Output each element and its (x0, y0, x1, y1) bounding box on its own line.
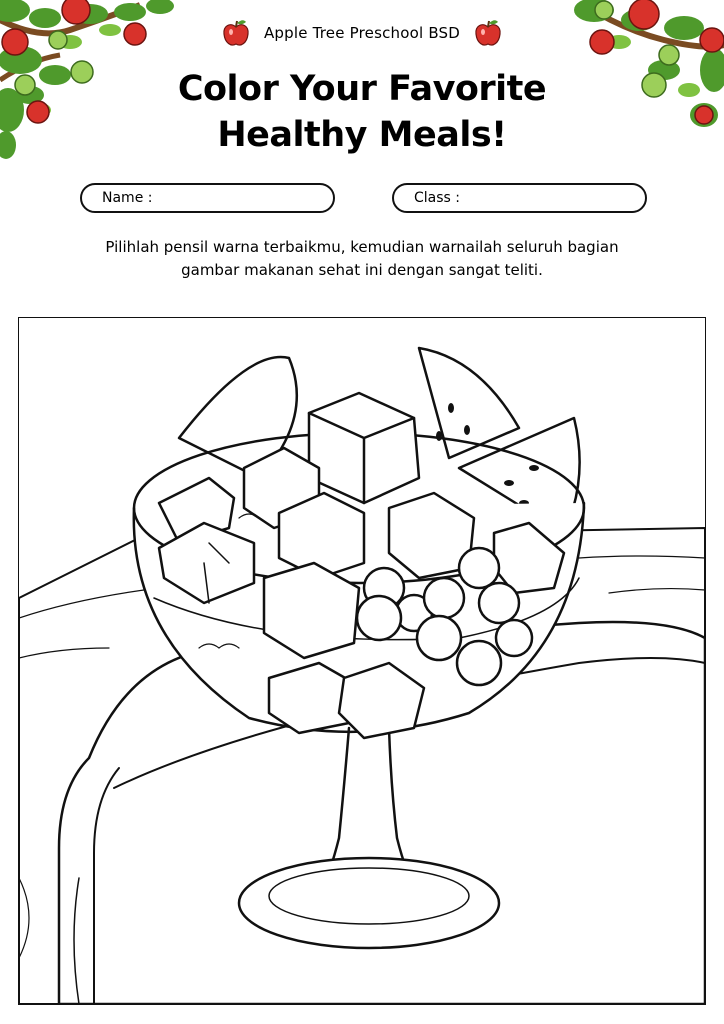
page-title (0, 66, 724, 158)
school-header (0, 18, 724, 52)
instructions-line-2: gambar makanan sehat ini dengan sangat teliti. (181, 261, 543, 279)
name-field[interactable]: Name : (80, 183, 335, 213)
coloring-frame (18, 317, 706, 1005)
apple-icon (474, 18, 502, 48)
fruit-bowl-illustration (19, 318, 705, 1004)
instructions-line-1: Pilihlah pensil warna terbaikmu, kemudian warnailah seluruh bagian (105, 238, 619, 256)
school-name: Apple Tree Preschool BSD (263, 24, 461, 42)
instructions (40, 236, 684, 282)
title-line-2: Healthy Meals! (217, 115, 507, 155)
title-line-1: Color Your Favorite (177, 69, 547, 109)
apple-icon (222, 18, 250, 48)
class-field[interactable]: Class : (392, 183, 647, 213)
